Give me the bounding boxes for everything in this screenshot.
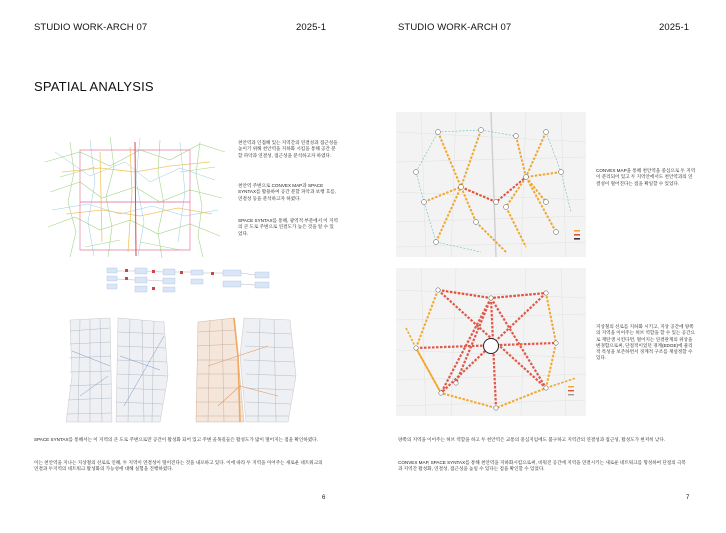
convex-paragraph-1: CONVEX MAP을 통해 천안역을 중심으로 두 지역이 분리되어 있고 두 지역안에서도 천안역과의 연결성이 떨어진다는 점을 확일할 수 있었다. — [596, 168, 696, 186]
bottom-paragraph-2: 이는 천안역을 지나는 지상철의 선로로 인해, 두 지역이 연결성이 떨어진다는 것을 내포하고 있다. 이에 따라 두 지역을 이어주는 새로운 네트워크의 연결과 두지역의 네트워크 활성화의 가능성에 대해 실험을 진행하였다. — [34, 460, 323, 472]
bottom-paragraph-2: CONVEX MAP, SPACE SYNTAX를 통해 천안역을 지하화시킴으로써, 비워진 공간에 지역을 연결시키는 새로운 네트워크를 형성하여 단절의 극복과 지역간 활성화, 연결성, 접근성을 높일 수 있다는 점을 확인할 수 있었다. — [398, 460, 686, 472]
space-syntax-map-before — [60, 316, 172, 424]
hub-network-map-figure — [396, 268, 586, 416]
axial-map-figure — [40, 132, 230, 260]
page-number: 6 — [322, 495, 326, 501]
analysis-paragraph-2: 천안역 주변으로 CONVEX MAP과 SPACE SYNTAX를 활용하여 공간 분할 파악과 보행 흐름, 연결성 등을 분석하고자 하였다. — [238, 183, 336, 201]
convex-map-figure — [396, 112, 586, 257]
convex-paragraph-2: 지상철의 선로를 지하화 시키고, 지상 공간에 양쪽의 지역을 이어주는 허브 역할을 할 수 있는 공간으로 재탄생 시킨다면, 떨어지는 연결관계의 위상을 변경함으로써, 단절적이었던 경계(EDGE)에 물리적 특성을 보존하면서 경계적 구조를 재설정할 수 있다. — [596, 324, 695, 361]
analysis-paragraph-1: 천안역과 인접해 있는 지역간의 연결성과 접근성을 높이기 위해 천안역을 지하화 시킴을 통해 공간 분할 파악과 연결성, 접근성을 분석하고자 하였다. — [238, 140, 338, 158]
space-syntax-map-after — [188, 316, 300, 424]
header-term: 2025-1 — [296, 22, 327, 33]
header-title: STUDIO WORK-ARCH 07 — [398, 22, 512, 33]
bottom-paragraph-1: SPACE SYNTAX를 통해서는 이 지역의 큰 도로 주변으로만 공간이 활성화 되어 있고 주변 골목길들은 활성도가 많이 떨어지는 점을 확인하였다. — [34, 437, 318, 442]
header-title: STUDIO WORK-ARCH 07 — [34, 22, 148, 33]
right-page — [363, 0, 726, 533]
section-title: SPATIAL ANALYSIS — [34, 79, 154, 94]
analysis-paragraph-3: SPACE SYNTAX를 통해, 광역적 부분에서 이 지역의 큰 도로 주변으로 연결도가 높은 것을 알 수 있었다. — [238, 218, 338, 236]
header-term: 2025-1 — [659, 22, 690, 33]
process-diagram-strip — [105, 266, 285, 296]
bottom-paragraph-1: 양쪽의 지역을 이어주는 허브 역할을 하고 두 천안역은 교통의 중심지임에도 불구하고 지역간의 연결성과 접근성, 활성도가 현저히 낮다. — [398, 437, 666, 442]
page-number: 7 — [686, 495, 690, 501]
